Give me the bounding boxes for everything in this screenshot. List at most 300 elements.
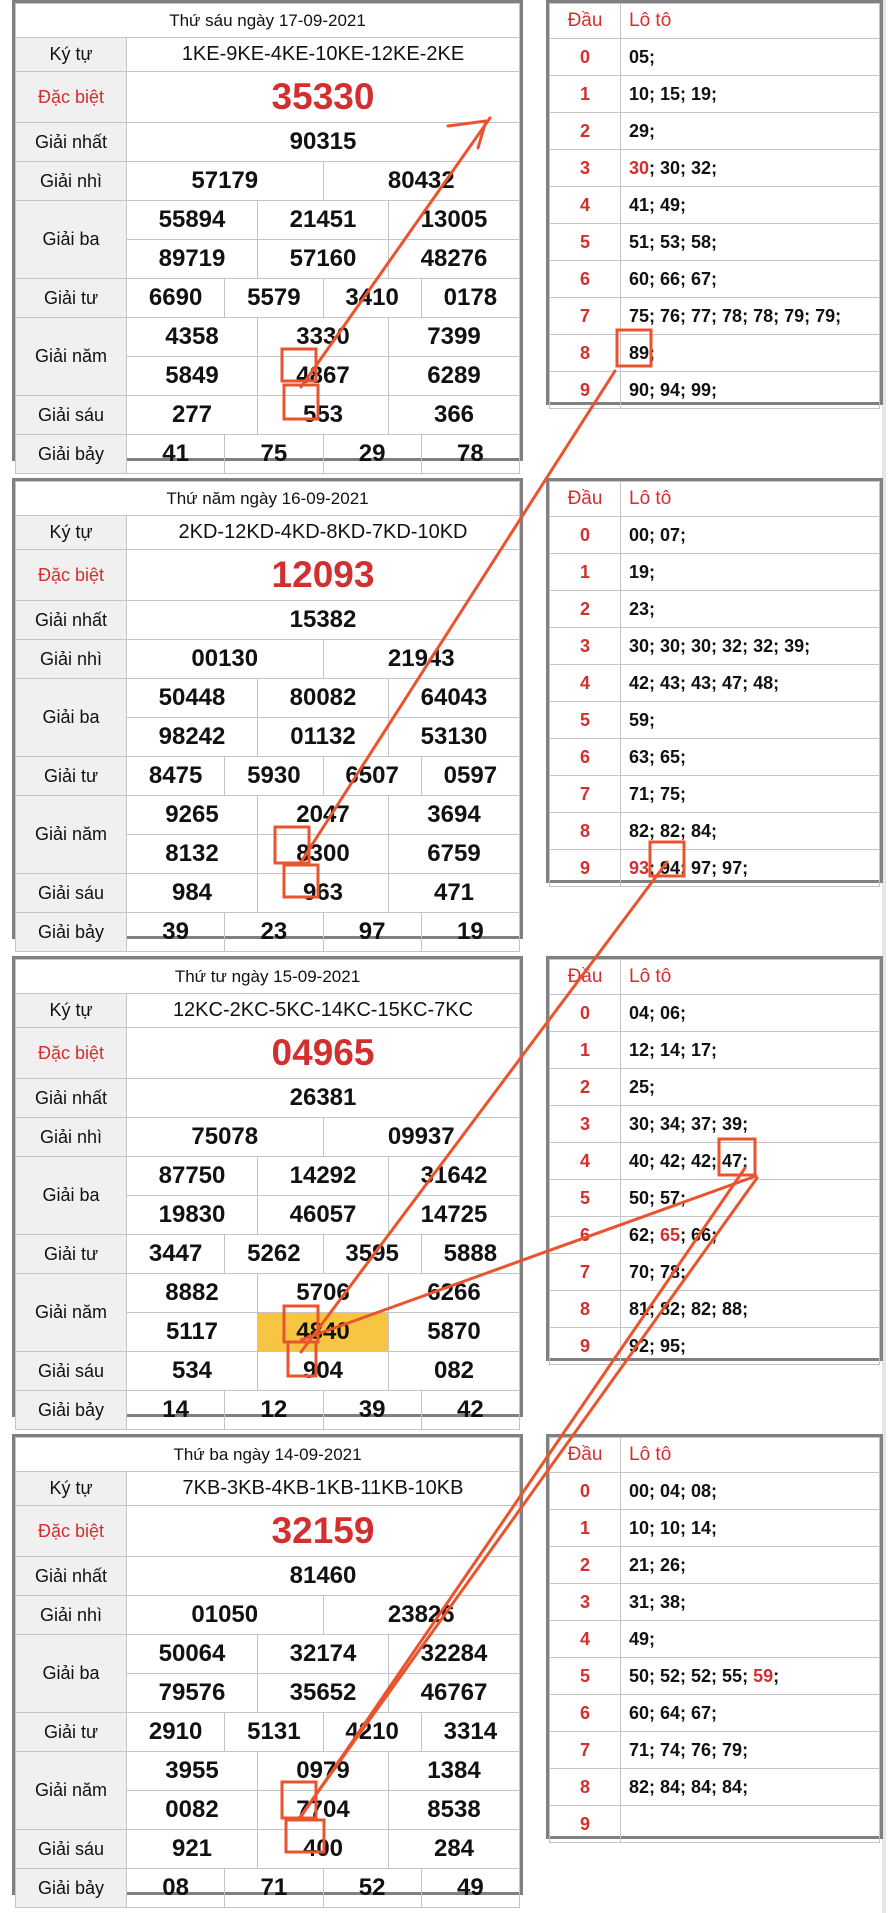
loto-list: 81; 82; 82; 88; <box>629 1298 749 1319</box>
loto-prefix: 62; <box>629 1224 661 1245</box>
dac-biet-value: 04965 <box>127 1028 520 1079</box>
giai-nam-value: 4358 <box>127 318 258 357</box>
loto-row <box>550 1695 880 1732</box>
loto-list: ; 94; 97; 97; <box>649 857 749 878</box>
giai-tu-value: 6690 <box>127 279 225 318</box>
giai-nam-value: 5849 <box>127 357 258 396</box>
loto-values <box>621 1069 880 1106</box>
giai-bay-value: 39 <box>323 1391 421 1430</box>
loto-row <box>550 39 880 76</box>
loto-values <box>621 298 880 335</box>
dau-digit: 8 <box>550 335 621 372</box>
giai-sau-value: 471 <box>389 874 520 913</box>
giai-ba-value: 64043 <box>389 679 520 718</box>
loto-row <box>550 995 880 1032</box>
giai-bay-value: 39 <box>127 913 225 952</box>
dau-digit: 1 <box>550 1032 621 1069</box>
loto-special-value: 59 <box>753 1665 774 1686</box>
giai-nam-value: 8882 <box>127 1274 258 1313</box>
label-giai-nhat: Giải nhất <box>16 1557 127 1596</box>
label-giai-tu: Giải tư <box>16 1713 127 1752</box>
giai-tu-value: 3410 <box>323 279 421 318</box>
giai-ba-value: 57160 <box>258 240 389 279</box>
giai-nhat-value: 15382 <box>127 601 520 640</box>
loto-values <box>621 1291 880 1328</box>
loto-values <box>621 591 880 628</box>
result-table <box>12 478 523 945</box>
dac-biet-value: 32159 <box>127 1506 520 1557</box>
loto-row <box>550 187 880 224</box>
giai-ba-value: 35652 <box>258 1674 389 1713</box>
giai-tu-value: 3314 <box>421 1713 519 1752</box>
loto-list: 41; 49; <box>629 194 687 215</box>
loto-values <box>621 1032 880 1069</box>
loto-values <box>621 150 880 187</box>
giai-ba-value: 32174 <box>258 1635 389 1674</box>
label-giai-bay: Giải bảy <box>16 1869 127 1908</box>
loto-list: 30; 34; 37; 39; <box>629 1113 749 1134</box>
draw-date-title: Thứ năm ngày 16-09-2021 <box>16 482 520 516</box>
giai-nam-value: 6266 <box>389 1274 520 1313</box>
loto-row <box>550 1032 880 1069</box>
giai-tu-value: 5131 <box>225 1713 323 1752</box>
loto-values <box>621 1769 880 1806</box>
giai-nam-value: 0979 <box>258 1752 389 1791</box>
ky-tu-value: 12KC-2KC-5KC-14KC-15KC-7KC <box>127 994 520 1028</box>
dau-digit: 2 <box>550 1069 621 1106</box>
dau-header: Đầu <box>550 4 621 39</box>
ky-tu-value: 1KE-9KE-4KE-10KE-12KE-2KE <box>127 38 520 72</box>
loto-list: 70; 78; <box>629 1261 687 1282</box>
label-giai-bay: Giải bảy <box>16 435 127 474</box>
giai-nam-value: 1384 <box>389 1752 520 1791</box>
giai-bay-value: 41 <box>127 435 225 474</box>
loto-values <box>621 1328 880 1365</box>
loto-row <box>550 1658 880 1695</box>
giai-bay-value: 12 <box>225 1391 323 1430</box>
giai-sau-value: 904 <box>258 1352 389 1391</box>
loto-special-value: 30 <box>629 157 650 178</box>
dau-digit: 1 <box>550 554 621 591</box>
loto-values <box>621 1806 880 1843</box>
loto-table <box>546 956 883 1361</box>
label-giai-nam: Giải năm <box>16 318 127 396</box>
label-giai-nhat: Giải nhất <box>16 123 127 162</box>
label-giai-nam: Giải năm <box>16 1752 127 1830</box>
loto-values <box>621 1143 880 1180</box>
loto-list: 30; 30; 30; 32; 32; 39; <box>629 635 811 656</box>
loto-row <box>550 298 880 335</box>
loto-values <box>621 113 880 150</box>
result-table <box>12 0 523 467</box>
giai-nhi-value: 01050 <box>127 1596 324 1635</box>
dac-biet-value: 35330 <box>127 72 520 123</box>
loto-list: 59; <box>629 709 656 730</box>
giai-ba-value: 89719 <box>127 240 258 279</box>
dau-digit: 0 <box>550 39 621 76</box>
loto-row <box>550 850 880 887</box>
label-dac-biet: Đặc biệt <box>16 1506 127 1557</box>
loto-values <box>621 517 880 554</box>
loto-values <box>621 702 880 739</box>
giai-sau-value: 284 <box>389 1830 520 1869</box>
giai-nhi-value: 09937 <box>323 1118 520 1157</box>
giai-tu-value: 5888 <box>421 1235 519 1274</box>
giai-ba-value: 50448 <box>127 679 258 718</box>
loto-row <box>550 591 880 628</box>
loto-list: 05; <box>629 46 656 67</box>
dau-digit: 7 <box>550 776 621 813</box>
loto-list: 40; 42; 42; 47; <box>629 1150 749 1171</box>
giai-tu-value: 0178 <box>421 279 519 318</box>
dau-digit: 0 <box>550 995 621 1032</box>
giai-nam-value: 8132 <box>127 835 258 874</box>
giai-bay-value: 75 <box>225 435 323 474</box>
giai-nhat-value: 90315 <box>127 123 520 162</box>
label-giai-nhat: Giải nhất <box>16 601 127 640</box>
loto-values <box>621 665 880 702</box>
giai-nam-value: 0082 <box>127 1791 258 1830</box>
day-block <box>0 1434 895 1904</box>
dau-digit: 2 <box>550 591 621 628</box>
giai-nam-value: 3955 <box>127 1752 258 1791</box>
giai-sau-value: 534 <box>127 1352 258 1391</box>
loto-special-value: 65 <box>660 1224 681 1245</box>
dau-digit: 9 <box>550 372 621 409</box>
loto-header: Lô tô <box>621 1438 880 1473</box>
loto-values <box>621 1510 880 1547</box>
dau-digit: 8 <box>550 813 621 850</box>
loto-list: 60; 66; 67; <box>629 268 718 289</box>
label-giai-tu: Giải tư <box>16 757 127 796</box>
dau-digit: 9 <box>550 850 621 887</box>
dau-header: Đầu <box>550 1438 621 1473</box>
label-ky-tu: Ký tự <box>16 1472 127 1506</box>
loto-row <box>550 372 880 409</box>
giai-nhat-value: 81460 <box>127 1557 520 1596</box>
giai-bay-value: 97 <box>323 913 421 952</box>
loto-row <box>550 1143 880 1180</box>
giai-tu-value: 0597 <box>421 757 519 796</box>
loto-values <box>621 1547 880 1584</box>
giai-tu-value: 3447 <box>127 1235 225 1274</box>
loto-list: 00; 04; 08; <box>629 1480 718 1501</box>
dau-digit: 6 <box>550 739 621 776</box>
giai-sau-value: 984 <box>127 874 258 913</box>
loto-row <box>550 554 880 591</box>
giai-nam-value: 8300 <box>258 835 389 874</box>
loto-row <box>550 1069 880 1106</box>
loto-list: 89; <box>629 342 656 363</box>
giai-tu-value: 5579 <box>225 279 323 318</box>
dau-digit: 6 <box>550 1695 621 1732</box>
dac-biet-value: 12093 <box>127 550 520 601</box>
loto-list: 63; 65; <box>629 746 687 767</box>
label-giai-ba: Giải ba <box>16 1157 127 1235</box>
label-giai-nam: Giải năm <box>16 1274 127 1352</box>
label-giai-sau: Giải sáu <box>16 1830 127 1869</box>
draw-date-title: Thứ tư ngày 15-09-2021 <box>16 960 520 994</box>
loto-values <box>621 1180 880 1217</box>
label-giai-tu: Giải tư <box>16 1235 127 1274</box>
loto-values <box>621 76 880 113</box>
dau-digit: 1 <box>550 76 621 113</box>
loto-table <box>546 0 883 405</box>
giai-ba-value: 50064 <box>127 1635 258 1674</box>
loto-header: Lô tô <box>621 960 880 995</box>
day-block <box>0 0 895 470</box>
loto-row <box>550 1291 880 1328</box>
loto-prefix: 50; 52; 52; 55; <box>629 1665 754 1686</box>
dau-digit: 3 <box>550 628 621 665</box>
loto-row <box>550 628 880 665</box>
loto-table <box>546 1434 883 1839</box>
loto-special-value: 93 <box>629 857 650 878</box>
loto-row <box>550 665 880 702</box>
loto-list: 42; 43; 43; 47; 48; <box>629 672 780 693</box>
loto-row <box>550 1217 880 1254</box>
loto-header: Lô tô <box>621 482 880 517</box>
label-giai-sau: Giải sáu <box>16 396 127 435</box>
dau-digit: 0 <box>550 517 621 554</box>
draw-date-title: Thứ sáu ngày 17-09-2021 <box>16 4 520 38</box>
loto-values <box>621 776 880 813</box>
loto-list: 21; 26; <box>629 1554 687 1575</box>
giai-bay-value: 42 <box>421 1391 519 1430</box>
giai-nhi-value: 57179 <box>127 162 324 201</box>
dau-digit: 6 <box>550 1217 621 1254</box>
giai-tu-value: 6507 <box>323 757 421 796</box>
giai-tu-value: 5262 <box>225 1235 323 1274</box>
loto-list: 75; 76; 77; 78; 78; 79; 79; <box>629 305 842 326</box>
loto-row <box>550 224 880 261</box>
dau-digit: 5 <box>550 702 621 739</box>
giai-nam-value: 5706 <box>258 1274 389 1313</box>
giai-nhi-value: 75078 <box>127 1118 324 1157</box>
dau-digit: 8 <box>550 1769 621 1806</box>
giai-ba-value: 14725 <box>389 1196 520 1235</box>
loto-row <box>550 1180 880 1217</box>
loto-list: 71; 75; <box>629 783 687 804</box>
loto-row <box>550 1328 880 1365</box>
dau-digit: 4 <box>550 1621 621 1658</box>
giai-sau-value: 366 <box>389 396 520 435</box>
loto-values <box>621 1695 880 1732</box>
dau-digit: 7 <box>550 1732 621 1769</box>
giai-ba-value: 13005 <box>389 201 520 240</box>
loto-values <box>621 39 880 76</box>
loto-row <box>550 1769 880 1806</box>
giai-bay-value: 71 <box>225 1869 323 1908</box>
loto-row <box>550 1732 880 1769</box>
loto-list: 10; 10; 14; <box>629 1517 718 1538</box>
loto-values <box>621 1254 880 1291</box>
loto-table <box>546 478 883 883</box>
giai-ba-value: 46057 <box>258 1196 389 1235</box>
label-giai-tu: Giải tư <box>16 279 127 318</box>
ky-tu-value: 7KB-3KB-4KB-1KB-11KB-10KB <box>127 1472 520 1506</box>
giai-nhi-value: 00130 <box>127 640 324 679</box>
loto-list: ; 30; 32; <box>649 157 718 178</box>
label-ky-tu: Ký tự <box>16 994 127 1028</box>
loto-row <box>550 1547 880 1584</box>
draw-date-title: Thứ ba ngày 14-09-2021 <box>16 1438 520 1472</box>
giai-ba-value: 32284 <box>389 1635 520 1674</box>
giai-sau-value: 553 <box>258 396 389 435</box>
giai-ba-value: 31642 <box>389 1157 520 1196</box>
loto-row <box>550 1254 880 1291</box>
label-dac-biet: Đặc biệt <box>16 550 127 601</box>
dau-digit: 8 <box>550 1291 621 1328</box>
loto-row <box>550 76 880 113</box>
loto-list: 51; 53; 58; <box>629 231 718 252</box>
loto-list: 31; 38; <box>629 1591 687 1612</box>
loto-list: 92; 95; <box>629 1335 687 1356</box>
dau-digit: 6 <box>550 261 621 298</box>
giai-tu-value: 5930 <box>225 757 323 796</box>
giai-ba-value: 48276 <box>389 240 520 279</box>
dau-digit: 2 <box>550 1547 621 1584</box>
loto-row <box>550 113 880 150</box>
giai-ba-value: 55894 <box>127 201 258 240</box>
giai-bay-value: 52 <box>323 1869 421 1908</box>
giai-tu-value: 2910 <box>127 1713 225 1752</box>
dau-digit: 4 <box>550 187 621 224</box>
loto-row <box>550 150 880 187</box>
loto-values <box>621 1584 880 1621</box>
day-block <box>0 956 895 1426</box>
giai-ba-value: 19830 <box>127 1196 258 1235</box>
loto-row <box>550 1621 880 1658</box>
giai-nam-value: 7704 <box>258 1791 389 1830</box>
giai-nam-value: 5870 <box>389 1313 520 1352</box>
dau-digit: 1 <box>550 1510 621 1547</box>
giai-sau-value: 963 <box>258 874 389 913</box>
dau-digit: 5 <box>550 1180 621 1217</box>
label-giai-nhi: Giải nhì <box>16 640 127 679</box>
loto-row <box>550 739 880 776</box>
giai-nhat-value: 26381 <box>127 1079 520 1118</box>
giai-bay-value: 49 <box>421 1869 519 1908</box>
loto-list: 90; 94; 99; <box>629 379 718 400</box>
loto-row <box>550 813 880 850</box>
giai-bay-value: 19 <box>421 913 519 952</box>
giai-nam-value: 8538 <box>389 1791 520 1830</box>
loto-values <box>621 1106 880 1143</box>
giai-sau-value: 921 <box>127 1830 258 1869</box>
loto-values <box>621 813 880 850</box>
giai-ba-value: 46767 <box>389 1674 520 1713</box>
giai-nam-value: 3694 <box>389 796 520 835</box>
label-giai-bay: Giải bảy <box>16 1391 127 1430</box>
loto-row <box>550 517 880 554</box>
result-table <box>12 1434 523 1901</box>
giai-bay-value: 08 <box>127 1869 225 1908</box>
label-giai-ba: Giải ba <box>16 679 127 757</box>
dau-header: Đầu <box>550 960 621 995</box>
loto-list: 19; <box>629 561 656 582</box>
giai-ba-value: 87750 <box>127 1157 258 1196</box>
dau-digit: 5 <box>550 224 621 261</box>
day-block <box>0 478 895 948</box>
dau-digit: 5 <box>550 1658 621 1695</box>
giai-nhi-value: 21943 <box>323 640 520 679</box>
loto-row <box>550 1473 880 1510</box>
giai-sau-value: 082 <box>389 1352 520 1391</box>
label-giai-nhi: Giải nhì <box>16 1596 127 1635</box>
loto-values <box>621 1621 880 1658</box>
giai-sau-value: 400 <box>258 1830 389 1869</box>
giai-nam-value: 6289 <box>389 357 520 396</box>
dau-digit: 3 <box>550 150 621 187</box>
loto-list: 49; <box>629 1628 656 1649</box>
loto-list: 71; 74; 76; 79; <box>629 1739 749 1760</box>
loto-list: ; <box>773 1665 780 1686</box>
label-giai-nam: Giải năm <box>16 796 127 874</box>
loto-header: Lô tô <box>621 4 880 39</box>
label-giai-sau: Giải sáu <box>16 874 127 913</box>
loto-list: 82; 82; 84; <box>629 820 718 841</box>
loto-values <box>621 187 880 224</box>
loto-values <box>621 372 880 409</box>
loto-values <box>621 1217 880 1254</box>
loto-list: 00; 07; <box>629 524 687 545</box>
loto-list: 29; <box>629 120 656 141</box>
giai-bay-value: 23 <box>225 913 323 952</box>
giai-tu-value: 4210 <box>323 1713 421 1752</box>
giai-nam-value: 9265 <box>127 796 258 835</box>
giai-bay-value: 29 <box>323 435 421 474</box>
dau-header: Đầu <box>550 482 621 517</box>
giai-bay-value: 14 <box>127 1391 225 1430</box>
loto-list: 50; 57; <box>629 1187 687 1208</box>
loto-row <box>550 1584 880 1621</box>
loto-values <box>621 261 880 298</box>
dau-digit: 7 <box>550 1254 621 1291</box>
giai-nam-value: 4867 <box>258 357 389 396</box>
giai-nam-value: 5117 <box>127 1313 258 1352</box>
loto-list: 10; 15; 19; <box>629 83 718 104</box>
loto-values <box>621 850 880 887</box>
loto-values <box>621 224 880 261</box>
dau-digit: 7 <box>550 298 621 335</box>
giai-nam-value: 7399 <box>389 318 520 357</box>
label-giai-ba: Giải ba <box>16 1635 127 1713</box>
dau-digit: 4 <box>550 665 621 702</box>
loto-values <box>621 335 880 372</box>
dau-digit: 3 <box>550 1584 621 1621</box>
loto-values <box>621 995 880 1032</box>
giai-ba-value: 80082 <box>258 679 389 718</box>
giai-nam-value: 3330 <box>258 318 389 357</box>
giai-nhi-value: 80432 <box>323 162 520 201</box>
loto-list: 04; 06; <box>629 1002 687 1023</box>
giai-ba-value: 21451 <box>258 201 389 240</box>
giai-nam-value: 4840 <box>258 1313 389 1352</box>
label-giai-nhi: Giải nhì <box>16 1118 127 1157</box>
loto-values <box>621 739 880 776</box>
loto-list: 12; 14; 17; <box>629 1039 718 1060</box>
label-giai-nhi: Giải nhì <box>16 162 127 201</box>
giai-nam-value: 2047 <box>258 796 389 835</box>
label-giai-nhat: Giải nhất <box>16 1079 127 1118</box>
loto-row <box>550 335 880 372</box>
giai-tu-value: 8475 <box>127 757 225 796</box>
giai-nhi-value: 23826 <box>323 1596 520 1635</box>
label-giai-sau: Giải sáu <box>16 1352 127 1391</box>
label-giai-ba: Giải ba <box>16 201 127 279</box>
giai-nam-value: 6759 <box>389 835 520 874</box>
